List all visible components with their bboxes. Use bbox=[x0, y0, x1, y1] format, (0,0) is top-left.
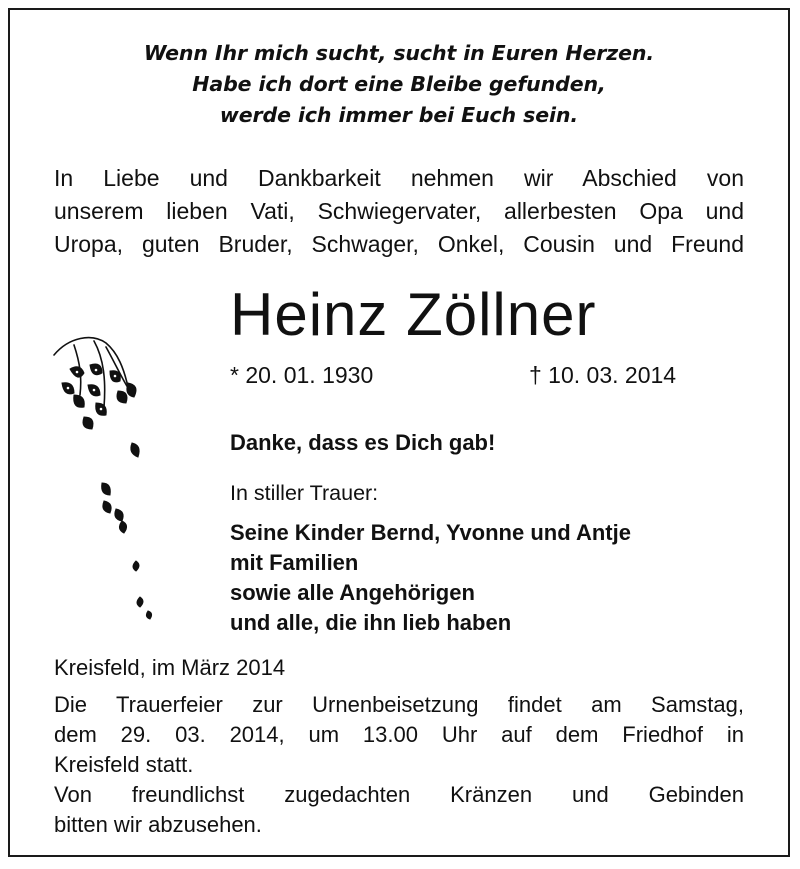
motto-line: werde ich immer bei Euch sein. bbox=[219, 103, 579, 127]
ceremony-line: bitten wir abzusehen. bbox=[54, 812, 262, 837]
death-date: † 10. 03. 2014 bbox=[529, 362, 677, 388]
motto-line: Habe ich dort eine Bleibe gefunden, bbox=[192, 72, 606, 96]
intro-paragraph bbox=[54, 162, 744, 261]
intro-line: unserem lieben Vati, Schwiegervater, allerbesten Opa und bbox=[54, 198, 744, 224]
place-date: Kreisfeld, im März 2014 bbox=[54, 655, 286, 680]
motto-line: Wenn Ihr mich sucht, sucht in Euren Herzen. bbox=[143, 41, 655, 65]
intro-line: Uropa, guten Bruder, Schwager, Onkel, Cousin und Freund bbox=[54, 231, 744, 257]
birth-date: * 20. 01. 1930 bbox=[230, 362, 374, 388]
intro-line: In Liebe und Dankbarkeit nehmen wir Abschied von bbox=[54, 165, 744, 191]
family-list bbox=[230, 518, 631, 638]
ceremony-line: Die Trauerfeier zur Urnenbeisetzung findet am Samstag, bbox=[54, 692, 744, 717]
family-line: mit Familien bbox=[230, 550, 359, 575]
thanks-line: Danke, dass es Dich gab! bbox=[230, 430, 496, 455]
ceremony-line: Kreisfeld statt. bbox=[54, 752, 194, 777]
family-line: Seine Kinder Bernd, Yvonne und Antje bbox=[230, 520, 631, 545]
deceased-name: Heinz Zöllner bbox=[230, 281, 597, 348]
birch-branch-icon bbox=[44, 325, 194, 630]
ceremony-line: dem 29. 03. 2014, um 13.00 Uhr auf dem Friedhof in bbox=[54, 722, 744, 747]
obituary-notice bbox=[8, 8, 790, 857]
ceremony-info bbox=[54, 690, 744, 840]
family-line: sowie alle Angehörigen bbox=[230, 580, 475, 605]
family-line: und alle, die ihn lieb haben bbox=[230, 610, 512, 635]
ceremony-line: Von freundlichst zugedachten Kränzen und Gebinden bbox=[54, 782, 744, 807]
mourning-label: In stiller Trauer: bbox=[230, 481, 379, 505]
motto-verse bbox=[10, 38, 788, 131]
